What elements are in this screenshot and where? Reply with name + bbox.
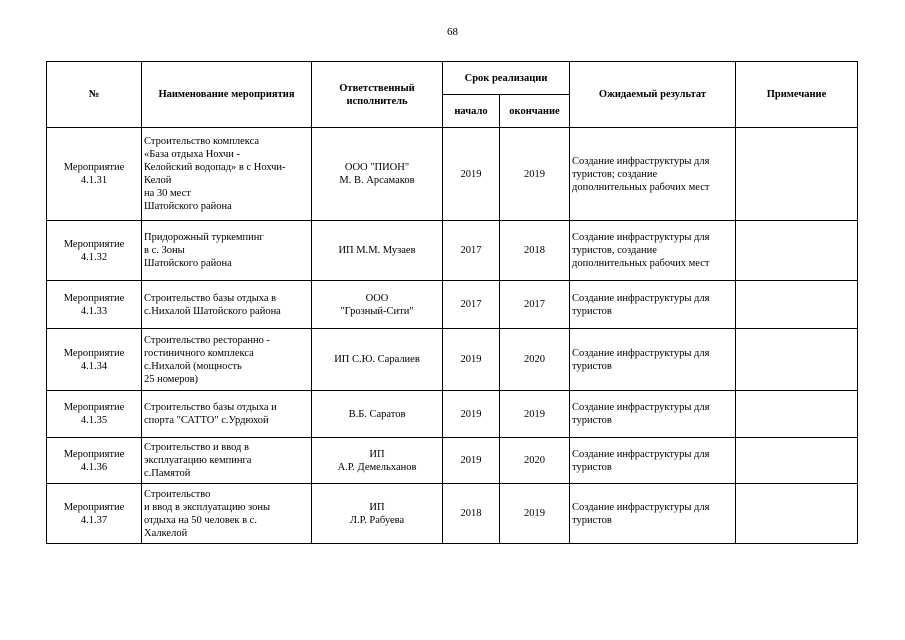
activity-executor: ИП А.Р. Демельханов bbox=[312, 438, 443, 484]
activity-end: 2018 bbox=[500, 221, 570, 281]
activity-executor: ООО "Грозный-Сити" bbox=[312, 281, 443, 329]
table-row bbox=[47, 281, 858, 329]
activity-name: Строительство комплекса «База отдыха Нохчи - Келойский водопад» в с Нохчи- Келой на 30 мест Шатойского района bbox=[142, 128, 312, 221]
activity-name: Строительство и ввод в эксплуатацию кемпинга с.Памятой bbox=[142, 438, 312, 484]
table-row bbox=[47, 391, 858, 438]
activity-code: Мероприятие 4.1.34 bbox=[47, 329, 142, 391]
activity-start: 2019 bbox=[443, 329, 500, 391]
activity-code: Мероприятие 4.1.36 bbox=[47, 438, 142, 484]
activity-name: Строительство базы отдыха в с.Нихалой Шатойского района bbox=[142, 281, 312, 329]
activity-code: Мероприятие 4.1.32 bbox=[47, 221, 142, 281]
activity-start: 2019 bbox=[443, 128, 500, 221]
header-end: окончание bbox=[500, 95, 570, 128]
activity-result: Создание инфраструктуры для туристов, создание дополнительных рабочих мест bbox=[570, 221, 736, 281]
activity-code: Мероприятие 4.1.31 bbox=[47, 128, 142, 221]
activity-end: 2019 bbox=[500, 128, 570, 221]
activity-code: Мероприятие 4.1.37 bbox=[47, 484, 142, 544]
table-row bbox=[47, 221, 858, 281]
activity-result: Создание инфраструктуры для туристов; создание дополнительных рабочих мест bbox=[570, 128, 736, 221]
activity-name: Придорожный туркемпинг в с. Зоны Шатойского района bbox=[142, 221, 312, 281]
activity-executor: ООО "ПИОН" М. В. Арсамаков bbox=[312, 128, 443, 221]
activity-note bbox=[736, 221, 858, 281]
activity-start: 2017 bbox=[443, 221, 500, 281]
activity-executor: ИП Л.Р. Рабуева bbox=[312, 484, 443, 544]
header-activity-name: Наименование мероприятия bbox=[142, 62, 312, 128]
table-row bbox=[47, 484, 858, 544]
activity-executor: ИП С.Ю. Саралиев bbox=[312, 329, 443, 391]
activity-note bbox=[736, 281, 858, 329]
activity-end: 2020 bbox=[500, 329, 570, 391]
activity-start: 2017 bbox=[443, 281, 500, 329]
activity-note bbox=[736, 329, 858, 391]
activities-table bbox=[46, 61, 858, 544]
header-executor: Ответственный исполнитель bbox=[312, 62, 443, 128]
header-start: начало bbox=[443, 95, 500, 128]
activity-code: Мероприятие 4.1.35 bbox=[47, 391, 142, 438]
activity-result: Создание инфраструктуры для туристов bbox=[570, 281, 736, 329]
header-note: Примечание bbox=[736, 62, 858, 128]
activity-result: Создание инфраструктуры для туристов bbox=[570, 329, 736, 391]
table-row bbox=[47, 128, 858, 221]
activity-note bbox=[736, 484, 858, 544]
header-number: № bbox=[47, 62, 142, 128]
activity-code: Мероприятие 4.1.33 bbox=[47, 281, 142, 329]
table-row bbox=[47, 438, 858, 484]
activity-result: Создание инфраструктуры для туристов bbox=[570, 391, 736, 438]
activity-note bbox=[736, 391, 858, 438]
activity-end: 2020 bbox=[500, 438, 570, 484]
activity-name: Строительство и ввод в эксплуатацию зоны отдыха на 50 человек в с. Халкелой bbox=[142, 484, 312, 544]
activity-executor: ИП М.М. Музаев bbox=[312, 221, 443, 281]
table-row bbox=[47, 329, 858, 391]
activity-start: 2019 bbox=[443, 438, 500, 484]
activity-note bbox=[736, 438, 858, 484]
activity-start: 2018 bbox=[443, 484, 500, 544]
activity-start: 2019 bbox=[443, 391, 500, 438]
activity-end: 2019 bbox=[500, 391, 570, 438]
activity-end: 2017 bbox=[500, 281, 570, 329]
header-expected-result: Ожидаемый результат bbox=[570, 62, 736, 128]
header-period: Срок реализации bbox=[443, 62, 570, 95]
activity-note bbox=[736, 128, 858, 221]
activity-name: Строительство ресторанно - гостиничного комплекса с.Нихалой (мощность 25 номеров) bbox=[142, 329, 312, 391]
activity-executor: В.Б. Саратов bbox=[312, 391, 443, 438]
activity-result: Создание инфраструктуры для туристов bbox=[570, 484, 736, 544]
page-number: 68 bbox=[447, 26, 458, 38]
activity-result: Создание инфраструктуры для туристов bbox=[570, 438, 736, 484]
activity-end: 2019 bbox=[500, 484, 570, 544]
activity-name: Строительство базы отдыха и спорта "САТТО" с.Урдюхой bbox=[142, 391, 312, 438]
